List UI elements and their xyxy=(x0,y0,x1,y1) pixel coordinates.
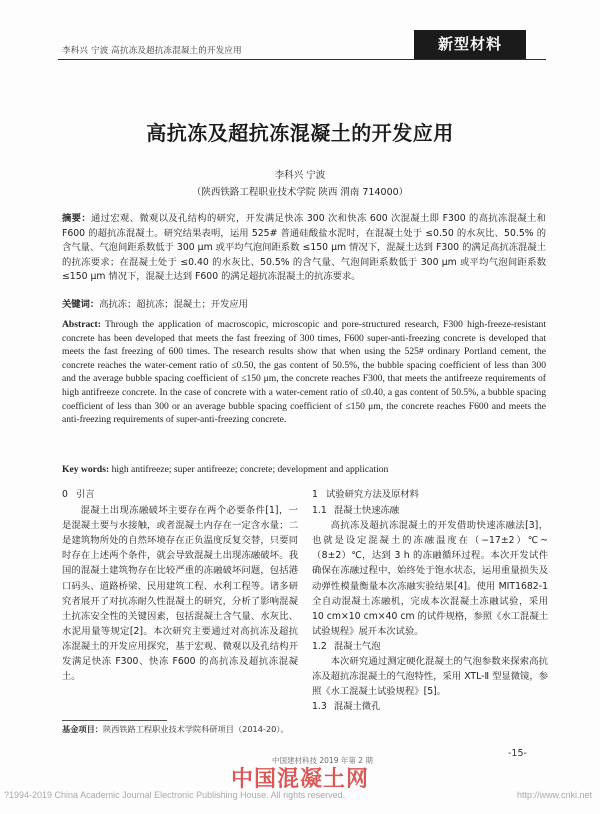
affiliation: （陕西铁路工程职业技术学院 陕西 渭南 714000） xyxy=(191,187,409,198)
english-abstract-text: Through the application of macroscopic, microscopic and pore-structured research, F300 high-freeze-resistant concrete has been developed that meets the fast freezing of 300 times, F600 super-anti-freezing concrete is developed that meets the fast freezing of 600 times. The research results show that when using the 525# ordinary Portland cement, the concrete reaches the water-cement ratio of ≤0.50, the gas content of 50.5%, the bubble spacing coefficient of less than 300 and the average bubble spacing coefficient of ≤150 μm, the concrete reaches F300, that meets the antifreeze requirements of high antifreeze concrete. In the case of concrete with a water-cement ratio of ≤0.40, a gas content of 50.5%, a bubble spacing coefficient of less than 300 or an average bubble spacing coefficient of ≤150 μm, the concrete reaches F600 and meets the anti-freezing requirements of super-anti-freezing concrete. xyxy=(62,319,546,426)
english-keywords-label: Key words: xyxy=(62,464,110,475)
funding-footnote xyxy=(62,724,302,735)
chinese-abstract-text: 通过宏观、微观以及孔结构的研究，开发满足快冻 300 次和快冻 600 次混凝土即 F300 的高抗冻混凝土和 F600 的超抗冻混凝土。研究结果表明，运用 525# 普通硅酸盐水泥时，在混凝土处于 ≤0.50 的水灰比、50.5% 的含气量、气泡间距系数低于 300 μm 或平均气泡间距系数 ≤150 μm 情况下，混凝土达到 F300 的满足高抗冻混凝土的抗冻要求；在混凝土处于 ≤0.40 的水灰比、50.5% 的含气量、气泡间距系数低于 300 μm 或平均气泡间距系数 ≤150 μm 情况下，混凝土达到 F600 的满足超抗冻混凝土的抗冻要求。 xyxy=(62,213,546,282)
subsection-number: 1.2 xyxy=(312,640,327,652)
copyright-text: ?1994-2019 China Academic Journal Electronic Publishing House. All rights reserved. xyxy=(4,790,346,800)
chinese-keywords-label: 关键词： xyxy=(62,299,100,310)
watermark: 中国混凝土网 xyxy=(230,767,369,792)
section-heading-methods xyxy=(312,487,548,502)
chinese-keywords xyxy=(62,296,546,310)
subsection-title: 混凝土气泡 xyxy=(334,640,381,652)
section-title: 试验研究方法及原材料 xyxy=(326,489,419,500)
chinese-abstract-label: 摘要： xyxy=(62,213,91,224)
section-heading-introduction xyxy=(62,487,298,502)
funding-text: 陕西铁路工程职业技术学院科研项目（2014-20）。 xyxy=(102,724,289,734)
subsection-heading-micropores xyxy=(312,699,548,714)
section-title: 引言 xyxy=(76,489,95,500)
right-column xyxy=(312,487,548,714)
funding-label: 基金项目： xyxy=(62,724,103,734)
running-head: 李科兴 宁波 高抗冻及超抗冻混凝土的开发应用 xyxy=(62,46,242,56)
footnote-rule xyxy=(62,720,167,721)
english-keywords-text: high antifreeze; super antifreeze; concrete; development and application xyxy=(111,464,389,475)
subsection-heading-air-bubbles xyxy=(312,639,548,654)
chinese-abstract xyxy=(62,212,546,285)
subsection-title: 混凝土微孔 xyxy=(334,701,381,713)
introduction-paragraph: 混凝土出现冻融破坏主要存在两个必要条件[1]，一是混凝土要与水接触，或者混凝土内存在一定含水量；二是建筑物所处的自然环境存在正负温度反复交替，只要同时存在上述两个条件，就会导致混凝土出现冻融破坏。我国的混凝土建筑物存在比较严重的冻融破坏问题，包括港口码头、道路桥梁、民用建筑工程、水利工程等。诸多研究者展开了对抗冻耐久性混凝土的研究，分析了影响混凝土抗冻安全性的关键因素，包括混凝土含气量、水灰比、水泥用量等规定[2]。本次研究主要通过对高抗冻及超抗冻混凝土的开发应用探究，基于宏观、微观以及孔结构开发满足快冻 F300、快冻 F600 的高抗冻及超抗冻混凝土。 xyxy=(62,505,298,683)
subsection-number: 1.3 xyxy=(312,701,327,713)
cnki-url: http://www.cnki.net xyxy=(516,790,592,800)
freeze-thaw-paragraph: 高抗冻及超抗冻混凝土的开发借助快速冻融法[3]，也就是设定混凝土的冻融温度在（−17±2）℃~（8±2）℃，达到 3 h 的冻融循环过程。本次开发试件确保在冻融过程中，始终处于饱水状态，运用重量损失及动弹性模量衡量本次冻融实验结果[4]。使用 MIT1682-1 全自动混凝土冻融机，完成本次混凝土冻融试验，采用 10 cm×10 cm×40 cm 的试件规格，参照《水工混凝土试验规程》展开本次试验。 xyxy=(312,520,548,637)
air-bubbles-paragraph: 本次研究通过测定硬化混凝土的气泡参数来探索高抗冻及超抗冻混凝土的气泡特性，采用 XTL-Ⅱ 型显微镜，参照《水工混凝土试验规程》[5]。 xyxy=(312,656,548,698)
page-number: -15- xyxy=(508,748,527,759)
subsection-heading-freeze-thaw xyxy=(312,503,548,518)
english-keywords xyxy=(62,464,546,475)
section-number: 1 xyxy=(312,489,318,500)
journal-info: 中国建材科技 2019 年第 2 期 xyxy=(272,756,373,765)
section-badge: 新型材料 xyxy=(414,30,526,59)
authors: 李科兴 宁波 xyxy=(274,170,326,181)
subsection-title: 混凝土快速冻融 xyxy=(334,505,400,517)
header-rule xyxy=(58,59,546,60)
article-title: 高抗冻及超抗冻混凝土的开发应用 xyxy=(146,121,454,145)
chinese-keywords-text: 高抗冻；超抗冻；混凝土；开发应用 xyxy=(99,299,248,310)
english-abstract-label: Abstract: xyxy=(62,319,101,330)
english-abstract xyxy=(62,318,546,427)
copyright-line xyxy=(4,790,596,800)
subsection-number: 1.1 xyxy=(312,505,327,517)
left-column xyxy=(62,487,298,684)
section-number: 0 xyxy=(62,489,68,500)
